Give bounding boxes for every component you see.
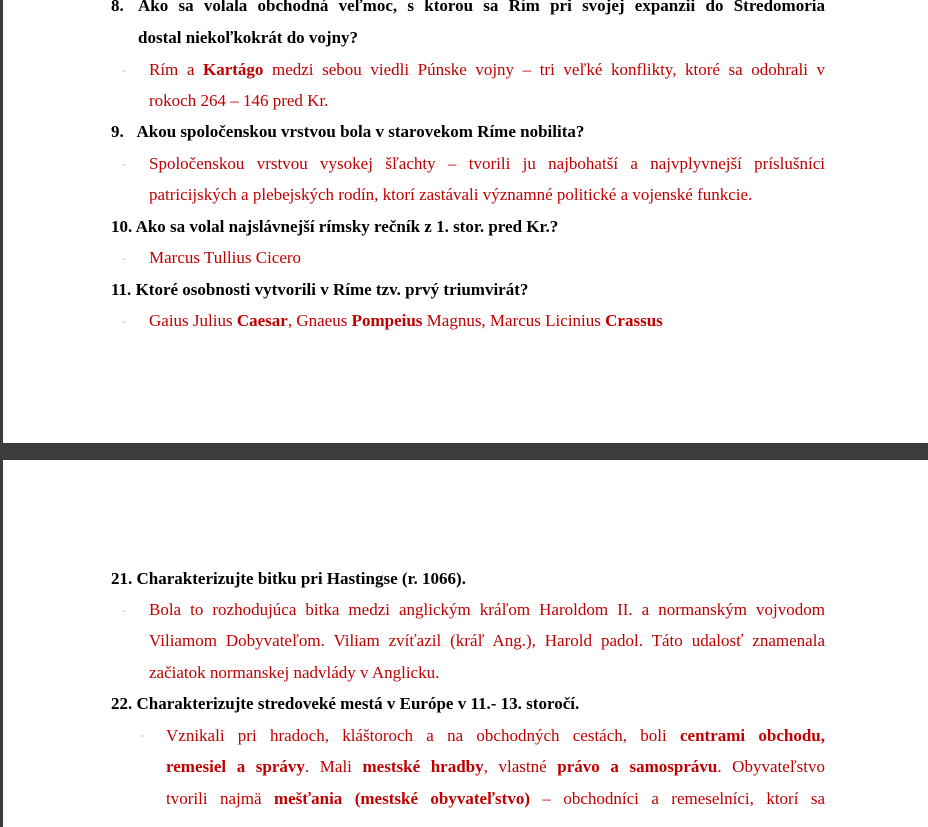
bullet-dash: - bbox=[122, 602, 127, 617]
answer-21-line-3: začiatok normanskej nadvlády v Anglicku. bbox=[149, 663, 440, 682]
question-22: 22. Charakterizujte stredoveké mestá v Európe v 11.- 13. storočí. bbox=[111, 694, 580, 713]
question-8-line-1: Ako sa volala obchodná veľmoc, s ktorou sa Rím pri svojej expanzii do Stredomoria bbox=[138, 0, 825, 15]
question-9: 9. Akou spoločenskou vrstvou bola v starovekom Ríme nobilita? bbox=[111, 122, 585, 141]
answer-8-line-2: rokoch 264 – 146 pred Kr. bbox=[149, 91, 329, 110]
question-8: 8. Ako sa volala obchodná veľmoc, s ktorou sa Rím pri svojej expanzii do Stredomoria bbox=[111, 0, 825, 16]
question-10: 10. Ako sa volal najslávnejší rímsky rečník z 1. stor. pred Kr.? bbox=[111, 217, 559, 236]
question-21: 21. Charakterizujte bitku pri Hastingse (r. 1066). bbox=[111, 569, 466, 588]
bullet-dash: - bbox=[140, 727, 145, 742]
bullet-dash: - bbox=[122, 250, 127, 265]
document-page-1: 8. Ako sa volala obchodná veľmoc, s ktorou sa Rím pri svojej expanzii do Stredomoria dostal niekoľkokrát do vojny? - Rím a Kartágo medzi sebou viedli Púnske vojny – tri veľké konflikty, ktoré sa odohrali v rokoch 264 – 146 pred Kr. 9. Akou spoločenskou vrstvou bola v starovekom Ríme nobilita? - Spoločenskou vrstvou vysokej šľachty – tvorili ju najbohatší a najvplyvnejší príslušníci patricijských a plebejských rodín, ktorí zastávali významné politické a vojenské funkcie. 10. Ako sa volal najslávnejší rímsky rečník z 1. stor. pred Kr.? - Marcus Tullius Cicero 11. Ktoré osobnosti vytvorili v Ríme tzv. prvý triumvirát? - Gaius Julius Caesar, Gnaeus Pompeius Magnus, Marcus Licinius Crassus bbox=[3, 0, 928, 443]
bullet-dash: - bbox=[122, 156, 127, 171]
document-page-2: 21. Charakterizujte bitku pri Hastingse (r. 1066). - Bola to rozhodujúca bitka medzi anglickým kráľom Haroldom II. a normanským vojvodom Viliamom Dobyvateľom. Viliam zvíťazil (kráľ Ang.), Harold padol. Táto udalosť znamenala začiatok normanskej nadvlády v Anglicku. 22. Charakterizujte stredoveké mestá v Európe v 11.- 13. storočí. - Vznikali pri hradoch, kláštoroch a na obchodných cestách, boli centrami obchodu, remesiel a správy. Mali mestské hradby, vlastné právo a samosprávu. Obyvateľstvo tvorili najmä mešťania (mestské obyvateľstvo) – obchodníci a remeselníci, ktorí sa bbox=[3, 460, 928, 827]
answer-9-line-2: patricijských a plebejských rodín, ktorí zastávali významné politické a vojenské funkcie. bbox=[149, 185, 753, 204]
bullet-dash: - bbox=[122, 313, 127, 328]
answer-10: Marcus Tullius Cicero bbox=[149, 248, 302, 267]
bullet-dash: - bbox=[122, 62, 127, 77]
question-11: 11. Ktoré osobnosti vytvorili v Ríme tzv. prvý triumvirát? bbox=[111, 280, 529, 299]
question-8-line-2: dostal niekoľkokrát do vojny? bbox=[138, 28, 359, 47]
answer-11: Gaius Julius Caesar, Gnaeus Pompeius Magnus, Marcus Licinius Crassus bbox=[149, 311, 663, 330]
